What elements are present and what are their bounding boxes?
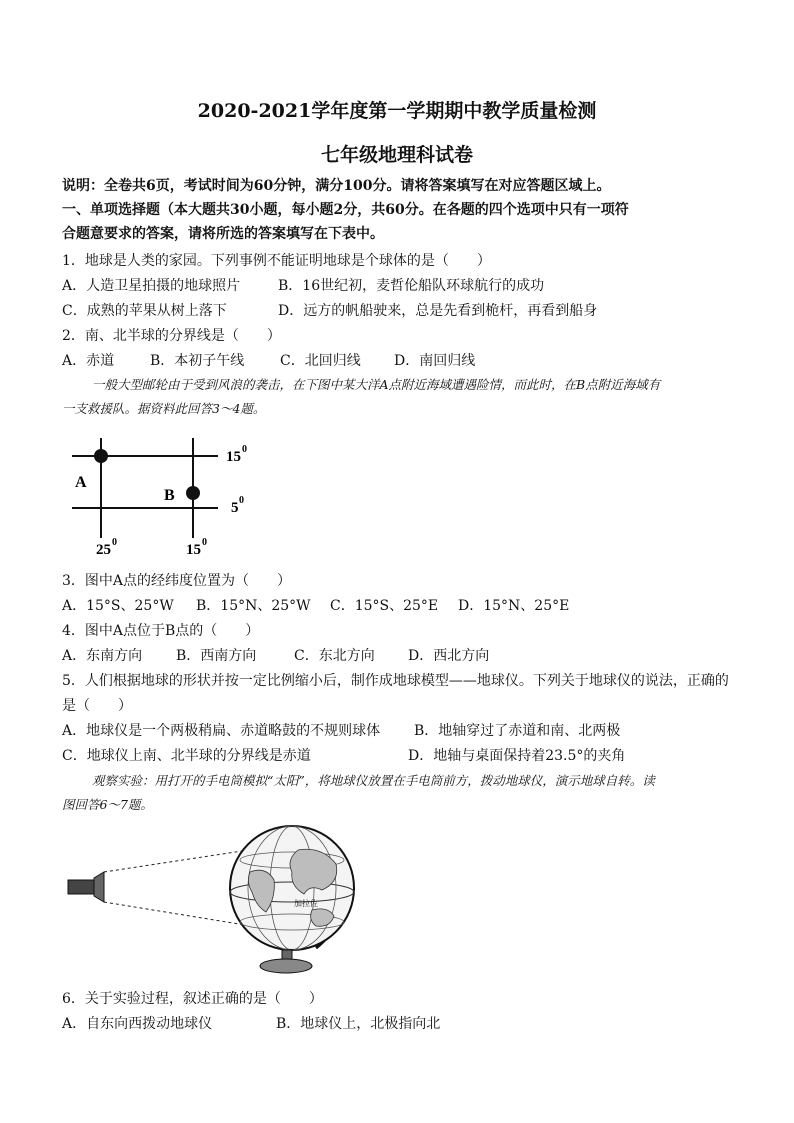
passage2-line2: 图回答6～7题。	[62, 797, 153, 812]
section1-line2: 合题意要求的答案，请将所选的答案填写在下表中。	[62, 226, 384, 242]
lat-lon-grid-figure	[60, 430, 270, 560]
q6-option-a: A．自东向西拨动地球仪	[62, 1016, 213, 1032]
section1-line1: 一、单项选择题（本大题共30小题，每小题2分，共60分。在各题的四个选项中只有一项符	[62, 202, 629, 218]
q4-option-a: A．东南方向	[62, 648, 143, 664]
point-a-marker	[94, 449, 108, 463]
latitude-15-degree: 0	[242, 444, 247, 455]
q3-option-c: C．15°S、25°E	[330, 598, 439, 614]
q5-option-d: D．地轴与桌面保持着23.5°的夹角	[408, 748, 626, 764]
flashlight-body	[68, 880, 94, 894]
longitude-15-degree: 0	[202, 537, 207, 548]
globe-stand-neck	[282, 950, 292, 960]
q5-option-c: C．地球仪上南、北半球的分界线是赤道	[62, 748, 311, 764]
q1-stem: 1．地球是人类的家园。下列事例不能证明地球是个球体的是（ ）	[62, 253, 491, 269]
longitude-15-label: 15	[186, 542, 201, 558]
q5-option-b: B．地轴穿过了赤道和南、北两极	[414, 723, 621, 739]
q4-stem: 4．图中A点位于B点的（ ）	[62, 623, 260, 639]
q5-stem-line1: 5．人们根据地球的形状并按一定比例缩小后，制作成地球模型——地球仪。下列关于地球仪的说法，正确的	[62, 673, 729, 689]
q3-option-b: B．15°N、25°W	[196, 598, 311, 614]
point-b-label: B	[164, 487, 175, 504]
q5-option-a: A．地球仪是一个两极稍扁、赤道略鼓的不规则球体	[62, 723, 381, 739]
point-b-marker	[186, 486, 200, 500]
q2-option-d: D．南回归线	[394, 353, 476, 369]
q1-option-a: A．人造卫星拍摄的地球照片	[62, 278, 241, 294]
q5-stem-line2: 是（ ）	[62, 698, 132, 714]
q6-option-b: B．地球仪上，北极指向北	[276, 1016, 441, 1032]
latitude-5-degree: 0	[239, 495, 244, 506]
globe-label: 加拉佐	[294, 899, 318, 908]
longitude-25-label: 25	[96, 542, 111, 558]
point-a-label: A	[75, 474, 87, 491]
globe-sphere	[230, 826, 354, 950]
longitude-25-degree: 0	[112, 537, 117, 548]
passage1-line1: 一般大型邮轮由于受到风浪的袭击，在下图中某大洋A点附近海域遭遇险情，而此时，在B点附近海域有	[92, 377, 661, 392]
passage2-line1: 观察实验：用打开的手电筒模拟“太阳”，将地球仪放置在手电筒前方，拨动地球仪，演示地球自转。读	[92, 773, 655, 788]
globe-stand-base	[260, 959, 312, 973]
q2-option-b: B．本初子午线	[150, 353, 245, 369]
globe-flashlight-figure	[60, 820, 390, 978]
q3-stem: 3．图中A点的经纬度位置为（ ）	[62, 573, 292, 589]
q4-option-c: C．东北方向	[294, 648, 375, 664]
q6-stem: 6．关于实验过程，叙述正确的是（ ）	[62, 991, 323, 1007]
q1-option-d: D．远方的帆船驶来，总是先看到桅杆，再看到船身	[278, 303, 598, 319]
q3-option-d: D．15°N、25°E	[458, 598, 570, 614]
q4-option-b: B．西南方向	[176, 648, 257, 664]
passage1-line2: 一支救援队。据资料此回答3～4题。	[62, 401, 266, 416]
latitude-15-label: 15	[226, 449, 241, 465]
exam-title: 2020-2021学年度第一学期期中教学质量检测	[197, 100, 597, 122]
q1-option-b: B．16世纪初，麦哲伦船队环球航行的成功	[278, 278, 545, 294]
q1-option-c: C．成熟的苹果从树上落下	[62, 303, 227, 319]
q4-option-d: D．西北方向	[408, 648, 490, 664]
latitude-5-label: 5	[231, 500, 239, 516]
q2-option-c: C．北回归线	[280, 353, 361, 369]
exam-subtitle: 七年级地理科试卷	[320, 144, 473, 166]
q3-option-a: A．15°S、25°W	[62, 598, 174, 614]
q2-stem: 2．南、北半球的分界线是（ ）	[62, 328, 281, 344]
instructions: 说明：全卷共6页，考试时间为60分钟，满分100分。请将答案填写在对应答题区域上。	[62, 178, 611, 194]
q2-option-a: A．赤道	[62, 353, 115, 369]
flashlight-head	[94, 872, 104, 902]
